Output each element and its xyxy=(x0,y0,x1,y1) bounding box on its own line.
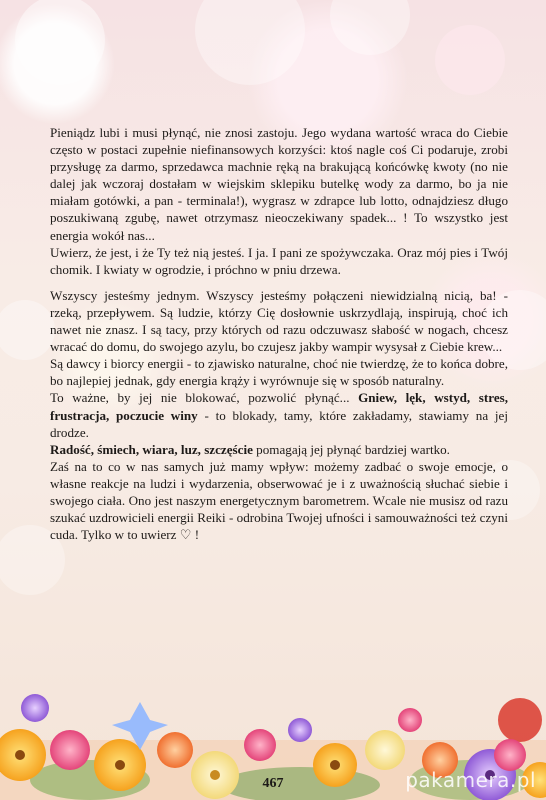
paragraph-1: Pieniądz lubi i musi płynąć, nie znosi zastoju. Jego wydana wartość wraca do Ciebie często w postaci zupełnie niefinansowych korzyści: ktoś nagle coś Ci podaruje, zrobi przysługę za darmo, sprzedawca machnie ręką na brakującą końcówkę kwoty (no nie dalej jak wczoraj dostałam w wiejskim sklepiku butelkę wody za darmo, bo ja nie miałam gotówki, a pan - terminala!), wygrasz w zdrapce lub lotto, odnajdziesz długo poszukiwaną zgubę, nawet otrzymasz nieoczekiwany spadek... ! To wszystko jest energia wokół nas... xyxy=(50,125,508,243)
paragraph-5: To ważne, by jej nie blokować, pozwolić płynąć... Gniew, lęk, wstyd, stres, frustracja, poczucie winy - to blokady, tamy, które zakładamy, stawiamy na jej drodze. xyxy=(50,390,508,440)
page-number: 467 xyxy=(262,776,284,791)
paragraph-3: Wszyscy jesteśmy jednym. Wszyscy jesteśmy połączeni niewidzialną nicią, ba! - rzeką, przepływem. Są ludzie, którzy Cię dosłownie uskrzydlają, inspirują, choć ich nawet nie znasz. I są tacy, przy których od razu odczuwasz słabość w nogach, chcesz wracać do domu, do swojego azylu, bo czujesz jakby wampir wysysał z Ciebie krew... xyxy=(50,287,508,355)
paragraph-6: Radość, śmiech, wiara, luz, szczęście pomagają jej płynąć bardziej wartko. xyxy=(50,441,450,457)
paragraph-7: Zaś na to co w nas samych już mamy wpływ: możemy zadbać o swoje emocje, o własne reakcje na ludzi i wydarzenia, obserwować je i z uważnością słuchać siebie i swojego ciała. Ono jest naszym energetycznym barometrem. Wcale nie musisz od razu szukać uzdrowicieli energii Reiki - odrobina Twojej ufności i samouważności też czyni cuda. Tylko w to uwierz ♡ ! xyxy=(50,458,508,543)
paragraph-4: Są dawcy i biorcy energii - to zjawisko naturalne, choć nie twierdzę, że to końca dobre, bo najlepiej jednak, gdy energia krąży i wyrównuje się w sposób naturalny. xyxy=(50,356,508,389)
watermark-text: pakamera.pl xyxy=(405,768,536,792)
paragraph-2: Uwierz, że jest, i że Ty też nią jesteś. I ja. I pani ze spożywczaka. Oraz mój pies i Twój chomik. I kwiaty w ogrodzie, i próchno w pniu drzewa. xyxy=(50,244,508,277)
body-text xyxy=(50,124,508,543)
